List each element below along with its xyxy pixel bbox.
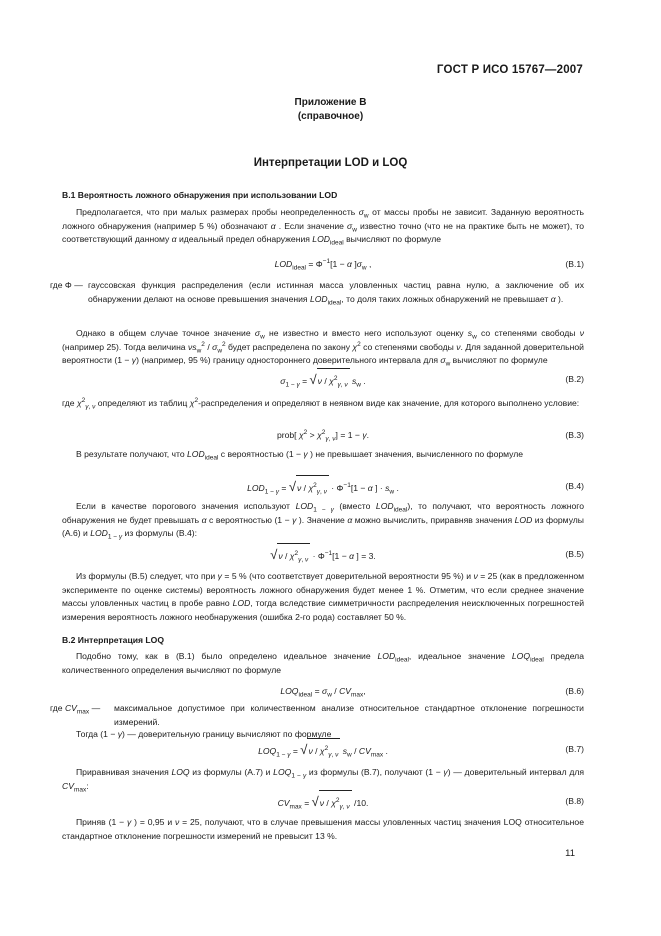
equation-number: (B.6) xyxy=(565,686,584,696)
formula-b8-body: $CV_{max} = √\nu / \chi^2_{\gamma, \nu}$ /10. xyxy=(62,790,584,814)
formula-b2 xyxy=(62,368,584,390)
equation-number: (B.2) xyxy=(565,374,584,384)
formula-b7-body: $LOQ_{1 - \gamma} = √\nu / \chi^2_{\gamma, \nu}$ $s_w / CV_{max}$ . xyxy=(62,738,584,762)
formula-b1-body: $LOD_{ideal} = \Phi^{-1}[1 - \alpha$ ]$\sigma_w$ , xyxy=(274,258,372,272)
paragraph: Приравнивая значения LOQ из формулы (A.7) и $LOQ_{1 - \gamma}$ из формулы (B.7), получают (1 − γ) — доверительный интервал для $CV_{max}$: xyxy=(62,767,585,794)
formula-b3 xyxy=(62,424,584,446)
term-symbol: где $CV_{max}$ — xyxy=(50,703,101,716)
appendix-kind: (справочное) xyxy=(297,111,364,122)
term-text: гауссовская функция распределения (если истинная масса уловленных частиц равна нулю, а заключение об их обнаружении делают на основе превышения значения $LOD_{ideal}$, то доля таких ложных обнаружений не превышает α ). xyxy=(88,280,584,307)
paragraph: Однако в общем случае точное значение $\sigma_w$ не известно и вместо него используют оценку $s_w$ со степенями свободы ν (например 25). Тогда величина $\nu s_w^2 / \sigma_w^2$ будет распределена по закону $\chi^2$ со степенями свободы ν. Для заданной доверительной вероятности (1 − γ) (например, 95 %) границу одностороннего доверительного интервала для $\sigma_w$ вычисляют по формуле xyxy=(62,328,584,368)
equation-number: (B.4) xyxy=(565,481,584,491)
appendix-label: Приложение В xyxy=(294,97,367,108)
formula-b6 xyxy=(62,680,584,702)
paragraph: В результате получают, что $LOD_{ideal}$ с вероятностью (1 − γ ) не превышает значения, вычисленного по формуле xyxy=(76,449,524,462)
formula-b7 xyxy=(62,738,584,760)
standard-designation: ГОСТ Р ИСО 15767—2007 xyxy=(436,64,583,76)
paragraph: Если в качестве порогового значения используют $LOD_{1 - \gamma}$ (вместо $LOD_{ideal}$), то получают, что вероятность ложного обнаружения не будет превышать α с вероятностью (1 − γ ). Значение α можно вычислить, приравняв значения LOD из формулы (A.6) и $LOD_{1 - \gamma}$ из формулы (B.4): xyxy=(62,501,584,541)
formula-b1 xyxy=(62,253,584,275)
formula-b6-body: $LOQ_{ideal} = \sigma_w / CV_{max}$, xyxy=(280,686,366,699)
formula-b5-body: $√\nu / \chi^2_{\gamma, \nu} \cdot \Phi^{-1}[1 - \alpha$ ] = 3. xyxy=(62,543,584,567)
paragraph: где $\chi^2_{\gamma, \nu}$ определяют из таблиц $\chi^2$-распределения и определяют в неявном виде как значение, для которого выполнено условие: xyxy=(62,397,580,411)
paragraph: Подобно тому, как в (B.1) было определено идеальное значение $LOD_{ideal}$, идеальное значение $LOQ_{ideal}$ предела количественного определения вычисляют по формуле xyxy=(62,651,584,675)
term-definition xyxy=(50,702,584,729)
equation-number: (B.1) xyxy=(565,259,584,269)
formula-b4-body: $LOD_{1 - \gamma} = √\nu / \chi^2_{\gamma, \nu} \cdot \Phi^{-1}[1 - \alpha$ ] · $s_w$ . xyxy=(62,475,584,499)
equation-number: (B.5) xyxy=(565,549,584,559)
equation-number: (B.7) xyxy=(565,744,584,754)
paragraph: Из формулы (В.5) следует, что при γ = 5 % (что соответствует доверительной вероятности 95 %) и ν = 25 (как в предложенном эксперименте по оценке системы) вероятность ложного обнаружения будет менее 1 %. Отметим, что если среднее значение массы уловленных частиц в пробе равно LOD, тогда вследствие симметричности распределения неисключенных погрешностей измерения вероятность ложного необнаружения (ошибка 2-го рода) составляет 50 %. xyxy=(62,571,585,622)
section-b2-heading: В.2 Интерпретация LOQ xyxy=(62,635,165,645)
paragraph: Тогда (1 − γ) — доверительную границу вычисляют по формуле xyxy=(76,729,332,739)
formula-b3-body: prob[ $\chi^2 > \chi^2_{\gamma, \nu}] = 1 - \gamma$. xyxy=(276,429,369,443)
equation-number: (B.8) xyxy=(565,796,584,806)
paragraph: Приняв (1 − γ ) = 0,95 и ν = 25, получают, что в случае превышения массы уловленных частиц значения LOQ относительное стандартное отклонение погрешности измерений не превысит 13 %. xyxy=(62,817,584,841)
term-text: максимальное допустимое при количественном анализе относительное стандартное отклонение погрешности измерений. xyxy=(114,703,584,727)
page-number: 11 xyxy=(565,848,575,859)
paragraph: Предполагается, что при малых размерах пробы неопределенность $\sigma_w$ от массы пробы не зависит. Заданную вероятность ложного обнаружения (например 5 %) обозначают α . Если значение $\sigma_w$ известно точно (что не на практике быть не может), то соответствующий данному α идеальный предел обнаружения $LOD_{ideal}$ вычисляют по формуле xyxy=(62,207,584,247)
appendix-title: Интерпретации LOD и LOQ xyxy=(253,157,408,169)
term-symbol: где Φ — xyxy=(50,280,83,290)
term-definition xyxy=(50,279,584,306)
formula-b2-body: $\sigma_{1 - \gamma} = √\nu / \chi^2_{\gamma, \nu}$ $s_w$ . xyxy=(62,368,584,392)
formula-b8 xyxy=(62,790,584,812)
formula-b4 xyxy=(62,475,584,497)
appendix-heading xyxy=(0,96,661,124)
equation-number: (B.3) xyxy=(565,430,584,440)
formula-b5 xyxy=(62,543,584,565)
section-b1-heading: В.1 Вероятность ложного обнаружения при использовании LOD xyxy=(62,190,338,200)
